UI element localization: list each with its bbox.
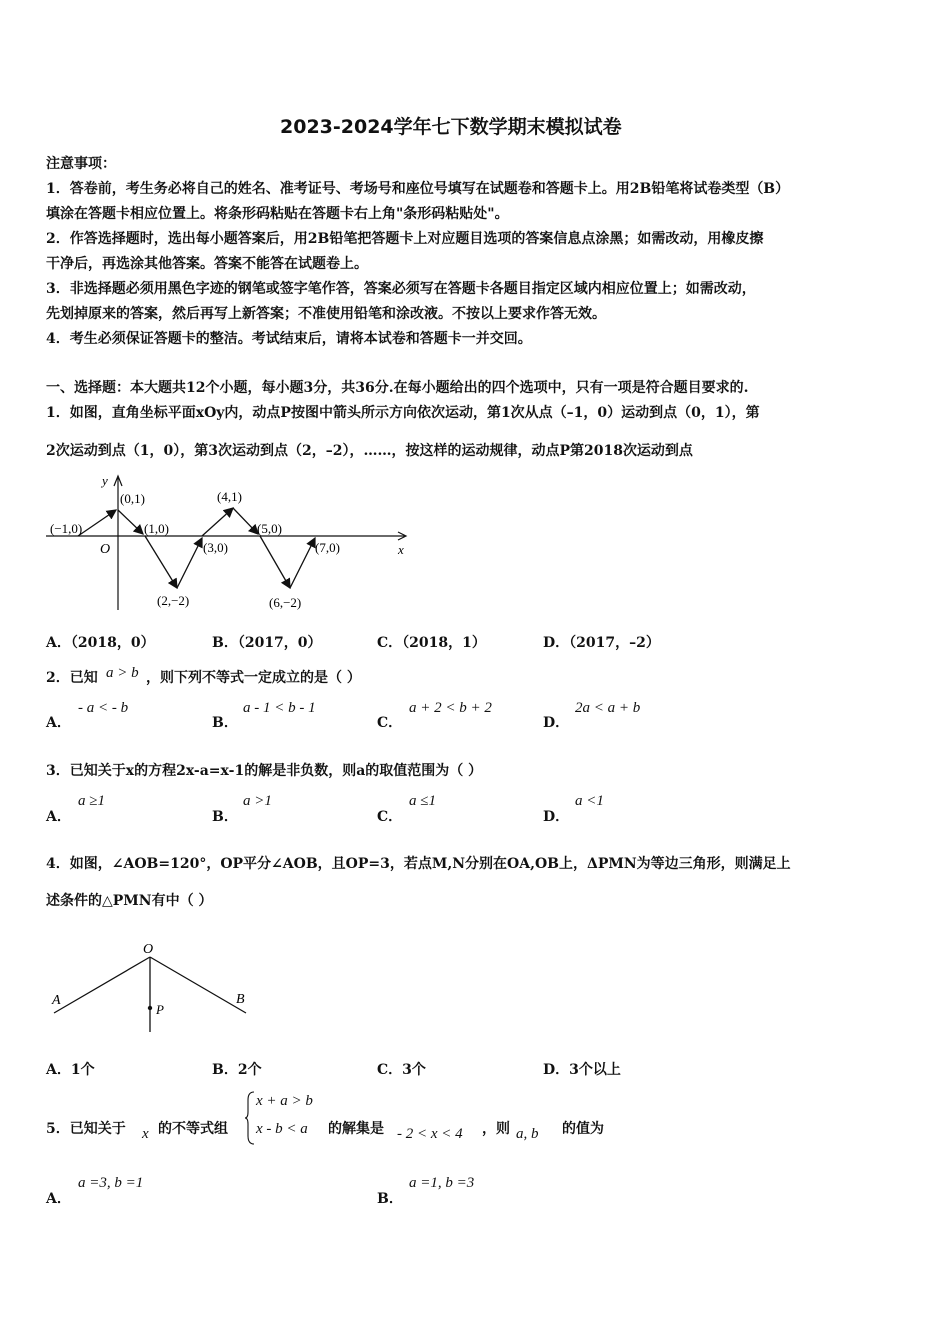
- vertex-label: O: [143, 942, 154, 957]
- point-label: P: [156, 1002, 164, 1017]
- point-label: (1,0): [144, 521, 169, 536]
- point-label: (5,0): [257, 521, 282, 536]
- question-5-var: x: [142, 1126, 149, 1142]
- point-label: (−1,0): [50, 521, 83, 536]
- option-b-math: a =1, b =3: [409, 1175, 475, 1191]
- question-4-stem: 述条件的△PMN有中（ ）: [46, 893, 213, 909]
- option-b-math: a - 1 < b - 1: [243, 700, 316, 716]
- option-a-math: a ≥1: [78, 793, 105, 809]
- option-d: D．（2017，–2）: [543, 635, 660, 651]
- question-3-stem: 3．已知关于x的方程2x-a=x-1的解是非负数，则a的取值范围为（ ）: [46, 763, 483, 779]
- notice-line: 填涂在答题卡相应位置上。将条形码粘贴在答题卡右上角"条形码粘贴处"。: [46, 206, 509, 222]
- option-a-label: A．: [46, 1191, 71, 1207]
- option-c: C．（2018，1）: [377, 635, 486, 651]
- option-c: C．3个: [377, 1062, 426, 1078]
- origin-label: O: [100, 542, 111, 557]
- angle-figure: [40, 935, 270, 1040]
- question-5-stem-start: 5．已知关于: [46, 1121, 126, 1137]
- notice-heading: 注意事项：: [46, 156, 116, 172]
- question-2-stem-start: 2．已知: [46, 670, 98, 686]
- option-b: B．（2017，0）: [212, 635, 322, 651]
- zigzag-coordinate-figure: [40, 470, 420, 620]
- system-inequality-1: x + a > b: [256, 1093, 313, 1109]
- point-label: (0,1): [120, 491, 145, 506]
- question-5-stem-mid: 的不等式组: [158, 1121, 228, 1137]
- point-label: (6,−2): [269, 595, 302, 610]
- option-a-label: A．: [46, 809, 71, 825]
- question-1-stem: 2次运动到点（1，0），第3次运动到点（2，–2），……，按这样的运动规律，动点P第2018次运动到点: [46, 443, 693, 459]
- question-5-stem-end: 的值为: [562, 1121, 604, 1137]
- option-d-math: 2a < a + b: [575, 700, 641, 716]
- notice-line: 1．答卷前，考生务必将自己的姓名、准考证号、考场号和座位号填写在试题卷和答题卡上。用2B铅笔将试卷类型（B）: [46, 181, 790, 197]
- option-c-label: C．: [377, 809, 403, 825]
- option-c-label: C．: [377, 715, 403, 731]
- option-a-math: a =3, b =1: [78, 1175, 144, 1191]
- option-d-math: a <1: [575, 793, 604, 809]
- option-d: D．3个以上: [543, 1062, 621, 1078]
- system-inequality-2: x - b < a: [256, 1121, 308, 1137]
- point-label: (2,−2): [157, 593, 190, 608]
- point-label: B: [236, 992, 245, 1007]
- option-c-math: a + 2 < b + 2: [409, 700, 492, 716]
- option-b-math: a >1: [243, 793, 272, 809]
- option-d-label: D．: [543, 715, 570, 731]
- notice-line: 4．考生必须保证答题卡的整洁。考试结束后，请将本试卷和答题卡一并交回。: [46, 331, 532, 347]
- point-label: (3,0): [203, 540, 228, 555]
- notice-line: 先划掉原来的答案，然后再写上新答案；不准使用铅笔和涂改液。不按以上要求作答无效。: [46, 306, 606, 322]
- question-1-stem: 1．如图，直角坐标平面xOy内，动点P按图中箭头所示方向依次运动，第1次从点（–1，0）运动到点（0，1），第: [46, 405, 760, 421]
- option-d-label: D．: [543, 809, 570, 825]
- option-b-label: B．: [212, 809, 238, 825]
- question-2-stem-end: ，则下列不等式一定成立的是（ ）: [146, 670, 361, 686]
- solution-set: - 2 < x < 4: [397, 1126, 463, 1142]
- option-b-label: B．: [377, 1191, 403, 1207]
- section-heading: 一、选择题：本大题共12个小题，每小题3分，共36分.在每小题给出的四个选项中，只有一项是符合题目要求的.: [46, 380, 749, 396]
- notice-line: 2．作答选择题时，选出每小题答案后，用2B铅笔把答题卡上对应题目选项的答案信息点涂黑；如需改动，用橡皮擦: [46, 231, 764, 247]
- x-axis-label: x: [398, 542, 404, 557]
- question-4-stem: 4．如图，∠AOB=120°，OP平分∠AOB，且OP=3，若点M,N分别在OA,OB上，ΔPMN为等边三角形，则满足上: [46, 856, 791, 872]
- option-a: A．1个: [46, 1062, 95, 1078]
- system-brace: [244, 1090, 256, 1146]
- question-5-stem-mid3: ，则: [482, 1121, 510, 1137]
- point-label: A: [52, 993, 61, 1008]
- question-5-vars: a, b: [516, 1126, 539, 1142]
- option-a: A．（2018，0）: [46, 635, 155, 651]
- option-a-math: - a < - b: [78, 700, 129, 716]
- notice-line: 干净后，再选涂其他答案。答案不能答在试题卷上。: [46, 256, 368, 272]
- y-axis-label: y: [102, 473, 108, 488]
- question-5-stem-mid2: 的解集是: [328, 1121, 384, 1137]
- option-c-math: a ≤1: [409, 793, 436, 809]
- point-label: (7,0): [315, 540, 340, 555]
- option-a-label: A．: [46, 715, 71, 731]
- option-b: B．2个: [212, 1062, 262, 1078]
- page-title: 2023-2024学年七下数学期末模拟试卷: [280, 116, 622, 138]
- notice-line: 3．非选择题必须用黑色字迹的钢笔或签字笔作答，答案必须写在答题卡各题目指定区域内相应位置上；如需改动，: [46, 281, 756, 297]
- point-label: (4,1): [217, 489, 242, 504]
- question-2-math: a > b: [106, 665, 139, 681]
- option-b-label: B．: [212, 715, 238, 731]
